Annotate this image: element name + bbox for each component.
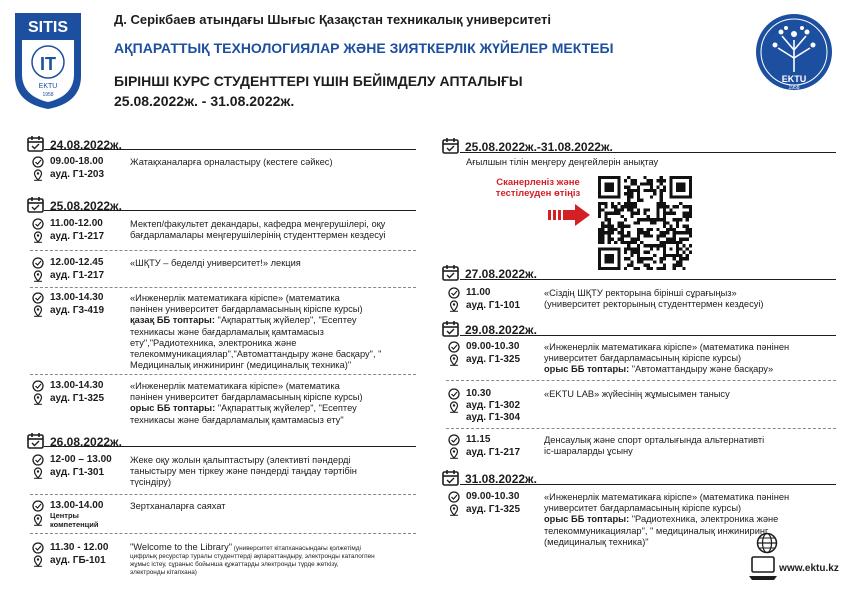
divider xyxy=(44,446,416,447)
event-room: Центры компетенций xyxy=(50,511,99,529)
qr-code[interactable] xyxy=(598,176,692,270)
clock-check-icon xyxy=(448,388,460,400)
clock-check-icon xyxy=(32,257,44,269)
location-pin-icon xyxy=(32,231,44,243)
event-room: ауд. Г1-301 xyxy=(50,467,105,478)
clock-check-icon xyxy=(32,156,44,168)
event-time: 09.00-10.30 xyxy=(466,341,520,352)
date-heading: 24.08.2022ж. xyxy=(50,138,122,152)
event-description: Жеке оқу жолын қалыптастыру (элективті пәндерді таныстыру мен тіркеу және пәндерді таңдау тәртібін түсіндіру) xyxy=(130,455,357,488)
divider xyxy=(30,533,416,534)
event-room: ауд. Г1-217 xyxy=(466,447,521,458)
location-pin-icon xyxy=(448,300,460,312)
divider xyxy=(30,494,416,495)
event-time: 11.00 xyxy=(466,287,491,298)
clock-check-icon xyxy=(448,434,460,446)
event-time: 09.00-10.30 xyxy=(466,491,520,502)
page-title: БІРІНШІ КУРС СТУДЕНТТЕРІ ҮШІН БЕЙІМДЕЛУ АПТАЛЫҒЫ xyxy=(114,73,523,89)
clock-check-icon xyxy=(32,218,44,230)
event-time: 11.00-12.00 xyxy=(50,218,103,229)
calendar-icon xyxy=(27,196,44,213)
location-pin-icon xyxy=(448,504,460,516)
calendar-icon xyxy=(27,135,44,152)
event-room: ауд. Г1-325 xyxy=(466,504,521,515)
event-room: ауд. Г1-325 xyxy=(466,354,521,365)
event-room: ауд. Г1-302 xyxy=(466,400,521,411)
location-pin-icon xyxy=(32,555,44,567)
location-pin-icon xyxy=(32,270,44,282)
location-pin-icon xyxy=(448,401,460,413)
date-heading: 27.08.2022ж. xyxy=(465,267,537,281)
location-pin-icon xyxy=(32,514,44,526)
clock-check-icon xyxy=(448,491,460,503)
university-name: Д. Серікбаев атындағы Шығыс Қазақстан техникалық университеті xyxy=(114,12,551,27)
scan-instruction: Сканерленіз және тестілеуден өтіңіз xyxy=(495,177,581,199)
clock-check-icon xyxy=(32,500,44,512)
event-description: Ағылшын тілін меңгеру деңгейлерін анықтау xyxy=(466,157,659,167)
divider xyxy=(446,380,836,381)
clock-check-icon xyxy=(32,542,44,554)
divider xyxy=(30,374,416,375)
location-pin-icon xyxy=(32,393,44,405)
divider xyxy=(44,210,416,211)
school-name: АҚПАРАТТЫҚ ТЕХНОЛОГИЯЛАР ЖӘНЕ ЗИЯТКЕРЛІК ЖҮЙЕЛЕР МЕКТЕБІ xyxy=(114,40,614,56)
event-time: 12.00-12.45 xyxy=(50,257,104,268)
divider xyxy=(30,250,416,251)
period-dates: 25.08.2022ж. - 31.08.2022ж. xyxy=(114,93,295,109)
location-pin-icon xyxy=(32,305,44,317)
svg-text:1958: 1958 xyxy=(788,85,800,91)
divider xyxy=(446,428,836,429)
ektu-logo xyxy=(752,10,836,100)
svg-text:IT: IT xyxy=(40,54,56,74)
date-heading: 26.08.2022ж. xyxy=(50,435,122,449)
svg-text:EKTU: EKTU xyxy=(781,74,807,84)
clock-check-icon xyxy=(32,454,44,466)
event-room: ауд. Г3-419 xyxy=(50,305,105,316)
laptop-icon xyxy=(748,554,778,582)
event-description: «Инженерлік математикаға кіріспе» (математика пәнінен университет бағдарламасының кіріспе курсы) орыс ББ топтары: "Ақпараттық жүйелер", "Есептеу техникасы және бағдарламалық қамтамасыз ету" xyxy=(130,381,363,425)
event-time: 09.00-18.00 xyxy=(50,156,104,167)
event-description: Жатақханаларға орналастыру (кестеге сәйкес) xyxy=(130,157,333,167)
location-pin-icon xyxy=(32,467,44,479)
clock-check-icon xyxy=(448,341,460,353)
calendar-icon xyxy=(27,432,44,449)
event-room: ауд. Г1-203 xyxy=(50,169,105,180)
arrow-right-icon xyxy=(548,202,592,228)
event-time: 10.30 xyxy=(466,388,492,399)
sitis-logo xyxy=(12,10,84,110)
event-description: "Welcome to the Library" (университет кітапханасындағы қолжетімді цифрлық ресурстар туралы студенттерді ақпараттандыру, электронды каталогпен жұмыс істеу, сұраныс бойынша құжаттарды электронды түрде жеткізу, электронды кітапхана) xyxy=(130,542,375,577)
event-description: Мектеп/факультет декандары, кафедра меңгерушілері, оқу бағдарламалары меңгерушілерінің студенттермен кездесуі xyxy=(130,219,386,241)
event-time: 13.00-14.30 xyxy=(50,380,104,391)
divider xyxy=(460,279,836,280)
divider xyxy=(30,287,416,288)
location-pin-icon xyxy=(32,169,44,181)
event-room: ауд. Г1-217 xyxy=(50,270,105,281)
event-room: ауд. Г1-101 xyxy=(466,300,521,311)
svg-text:1958: 1958 xyxy=(42,92,54,98)
location-pin-icon xyxy=(448,447,460,459)
event-description: Зертханаларға саяхат xyxy=(130,501,226,511)
calendar-icon xyxy=(442,320,459,337)
event-description: Денсаулық және спорт орталығында альтернативті іс-шараларды ұсыну xyxy=(544,435,765,457)
event-room: ауд. Г1-304 xyxy=(466,412,521,423)
website-link[interactable]: www.ektu.kz xyxy=(779,563,839,574)
date-heading: 25.08.2022ж. xyxy=(50,199,122,213)
event-description: «Инженерлік математикаға кіріспе» (математика пәнінен университет бағдарламасының кіріспе курсы) орыс ББ топтары: "Автоматтандыру және басқару» xyxy=(544,342,790,375)
clock-check-icon xyxy=(32,292,44,304)
calendar-icon xyxy=(442,137,459,154)
event-description: «Инженерлік математикаға кіріспе» (математика пәнінен университет бағдарламасының кіріспе курсы) қазақ ББ топтары: "Ақпараттық жүйелер", "Есептеу техникасы және бағдарламалық қамтамасыз ету","Радиотехника, электроника және телекоммуникациялар","Автоматтандыру және басқару", " Медициналық инжиниринг (медициналық техника)" xyxy=(130,293,382,371)
event-description: «Сіздің ШҚТУ ректорына бірінші сұрағыңыз» (университет ректорының студенттермен кездесуі) xyxy=(544,288,764,310)
event-time: 11.15 xyxy=(466,434,491,445)
event-description: «EKTU LAB» жүйесінің жұмысымен танысу xyxy=(544,389,730,399)
event-time: 11.30 - 12.00 xyxy=(50,542,109,553)
event-room: ауд. Г1-217 xyxy=(50,231,105,242)
calendar-icon xyxy=(442,264,459,281)
divider xyxy=(460,152,836,153)
divider xyxy=(460,335,836,336)
svg-text:EKTU: EKTU xyxy=(38,83,58,90)
date-heading: 25.08.2022ж.-31.08.2022ж. xyxy=(465,140,613,154)
divider xyxy=(460,484,836,485)
event-room: ауд. ГБ-101 xyxy=(50,555,106,566)
svg-text:SITIS: SITIS xyxy=(27,19,69,36)
clock-check-icon xyxy=(32,380,44,392)
location-pin-icon xyxy=(448,354,460,366)
event-time: 13.00-14.00 xyxy=(50,500,104,511)
clock-check-icon xyxy=(448,287,460,299)
event-room: ауд. Г1-325 xyxy=(50,393,105,404)
divider xyxy=(44,149,416,150)
date-heading: 31.08.2022ж. xyxy=(465,472,537,486)
event-time: 13.00-14.30 xyxy=(50,292,104,303)
calendar-icon xyxy=(442,469,459,486)
event-description: «Инженерлік математикаға кіріспе» (математика пәнінен университет бағдарламасының кіріспе курсы) орыс ББ топтары: "Радиотехника, электроника және телекоммуникациялар", " медициналық инжиниринг (медициналық техника)" xyxy=(544,492,790,547)
date-heading: 29.08.2022ж. xyxy=(465,323,537,337)
event-description: «ШҚТУ – беделді университет!» лекция xyxy=(130,258,301,268)
globe-icon xyxy=(756,532,778,554)
event-time: 12-00 – 13.00 xyxy=(50,454,112,465)
